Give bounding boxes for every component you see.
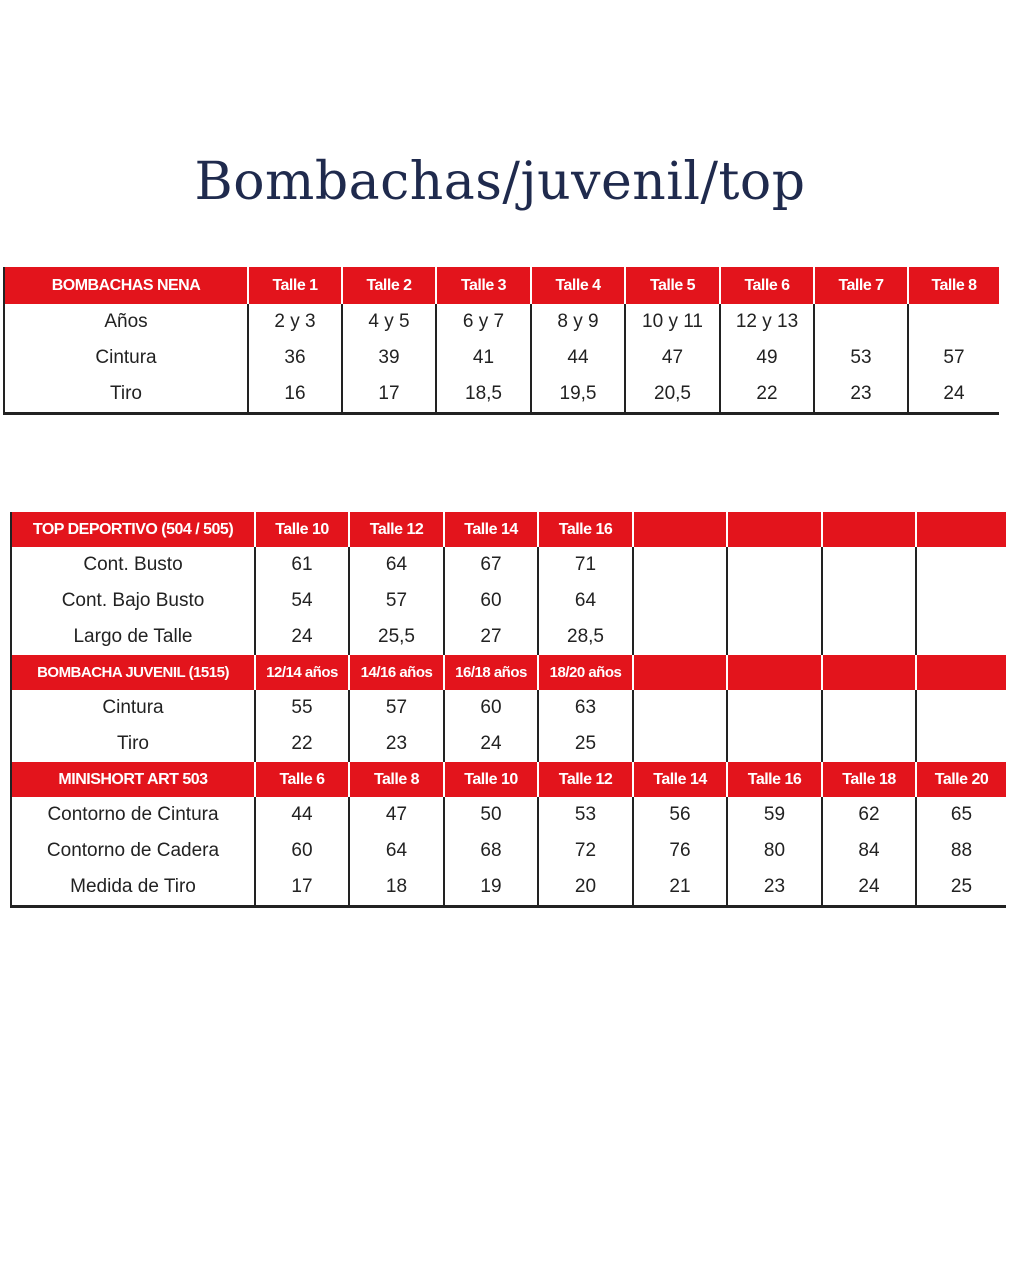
measure-label: Contorno de Cadera [46,840,220,861]
table-row [11,797,1006,833]
measure-value: 72 [538,833,633,869]
measure-value: 24 [822,869,916,907]
measure-value: 22 [255,726,349,762]
measure-value [822,619,916,655]
size-header: 14/16 años [349,655,444,690]
measure-value: 57 [349,690,444,726]
measure-label: Cont. Bajo Busto [61,590,205,611]
measure-value: 25,5 [349,619,444,655]
size-header: Talle 6 [720,267,814,304]
measure-value: 62 [822,797,916,833]
top-deportivo-header-row [11,512,1006,547]
measure-value [727,726,822,762]
measure-value: 20,5 [625,376,720,414]
measure-value: 84 [822,833,916,869]
measure-value: 16 [248,376,342,414]
measure-value: 18 [349,869,444,907]
measure-value [633,690,727,726]
bombachas-nena-table [3,267,999,415]
measure-value [916,547,1006,583]
measure-value: 47 [349,797,444,833]
measure-value: 64 [349,547,444,583]
table-row [4,304,999,340]
table-row [11,833,1006,869]
measure-value: 10 y 11 [625,304,720,340]
size-header: Talle 10 [255,512,349,547]
measure-value: 71 [538,547,633,583]
size-header: Talle 7 [814,267,908,304]
size-header: Talle 8 [349,762,444,797]
measure-value [633,583,727,619]
measure-value: 68 [444,833,538,869]
section-title: BOMBACHAS NENA [4,267,248,304]
measure-value: 4 y 5 [342,304,436,340]
measure-value: 65 [916,797,1006,833]
table-row [11,690,1006,726]
size-header [916,655,1006,690]
measure-value: 60 [444,690,538,726]
measure-value: 76 [633,833,727,869]
size-header: Talle 3 [436,267,531,304]
measure-value: 25 [538,726,633,762]
size-header: Talle 10 [444,762,538,797]
measure-value: 23 [814,376,908,414]
measure-label: Tiro [109,383,143,404]
measure-value: 19,5 [531,376,625,414]
section-title: MINISHORT ART 503 [11,762,255,797]
measure-value: 60 [444,583,538,619]
measure-value: 17 [255,869,349,907]
measure-value: 61 [255,547,349,583]
size-header [822,655,916,690]
measure-value [916,690,1006,726]
measure-value: 57 [908,340,999,376]
measure-value: 24 [444,726,538,762]
size-header: 12/14 años [255,655,349,690]
measure-value [727,619,822,655]
measure-value [916,583,1006,619]
measure-label: Años [104,311,148,332]
measure-value: 6 y 7 [436,304,531,340]
size-chart-table [10,512,1006,908]
measure-value: 44 [255,797,349,833]
table-row [11,726,1006,762]
measure-value: 60 [255,833,349,869]
measure-value: 63 [538,690,633,726]
measure-value [633,726,727,762]
measure-value: 80 [727,833,822,869]
size-header: Talle 12 [349,512,444,547]
measure-value [727,690,822,726]
measure-value: 23 [349,726,444,762]
measure-value: 41 [436,340,531,376]
measure-value [727,547,822,583]
measure-value [814,304,908,340]
measure-value: 12 y 13 [720,304,814,340]
table-row [4,340,999,376]
measure-value: 64 [349,833,444,869]
measure-label: Cintura [95,347,157,368]
measure-label: Medida de Tiro [70,876,196,897]
size-header: 18/20 años [538,655,633,690]
measure-value: 36 [248,340,342,376]
size-header: Talle 6 [255,762,349,797]
measure-value: 64 [538,583,633,619]
size-header [727,512,822,547]
measure-value: 19 [444,869,538,907]
measure-value: 88 [916,833,1006,869]
size-header [633,512,727,547]
section-title: TOP DEPORTIVO (504 / 505) [11,512,255,547]
measure-value [822,690,916,726]
size-header [633,655,727,690]
size-header: Talle 16 [538,512,633,547]
size-header [822,512,916,547]
measure-value: 55 [255,690,349,726]
bombacha-juvenil-header-row [11,655,1006,690]
measure-value [822,547,916,583]
table-row [11,869,1006,907]
measure-value: 56 [633,797,727,833]
size-header: Talle 16 [727,762,822,797]
measure-value: 2 y 3 [248,304,342,340]
measure-value: 17 [342,376,436,414]
measure-value [633,547,727,583]
table-row [11,619,1006,655]
measure-value: 47 [625,340,720,376]
measure-value: 44 [531,340,625,376]
size-header: Talle 4 [531,267,625,304]
table-row [11,583,1006,619]
measure-value: 50 [444,797,538,833]
size-header: Talle 5 [625,267,720,304]
measure-value: 49 [720,340,814,376]
page-title: Bombachas/juvenil/top [194,152,806,212]
measure-value: 59 [727,797,822,833]
measure-value: 22 [720,376,814,414]
measure-value: 24 [908,376,999,414]
measure-value: 67 [444,547,538,583]
size-header: Talle 14 [444,512,538,547]
measure-value: 53 [538,797,633,833]
size-header: Talle 12 [538,762,633,797]
measure-value: 21 [633,869,727,907]
size-header: Talle 2 [342,267,436,304]
measure-value: 39 [342,340,436,376]
measure-label: Tiro [116,733,150,754]
size-header: Talle 20 [916,762,1006,797]
bombachas-nena-header-row [4,267,999,304]
measure-value [727,583,822,619]
measure-value [916,726,1006,762]
measure-value: 54 [255,583,349,619]
measure-value: 8 y 9 [531,304,625,340]
size-header: Talle 18 [822,762,916,797]
measure-value [908,304,999,340]
measure-value [822,726,916,762]
table-row [4,376,999,414]
size-header: Talle 8 [908,267,999,304]
size-header: Talle 14 [633,762,727,797]
measure-value: 53 [814,340,908,376]
table-row [11,547,1006,583]
measure-value: 28,5 [538,619,633,655]
measure-value [633,619,727,655]
size-header: 16/18 años [444,655,538,690]
measure-value: 24 [255,619,349,655]
measure-label: Cintura [102,697,164,718]
measure-value [916,619,1006,655]
measure-value: 20 [538,869,633,907]
measure-label: Largo de Talle [73,626,193,647]
measure-value: 57 [349,583,444,619]
size-header [916,512,1006,547]
measure-value: 25 [916,869,1006,907]
section-title: BOMBACHA JUVENIL (1515) [11,655,255,690]
measure-label: Contorno de Cintura [47,804,219,825]
measure-value: 27 [444,619,538,655]
minishort-header-row [11,762,1006,797]
measure-value: 23 [727,869,822,907]
measure-value [822,583,916,619]
size-header: Talle 1 [248,267,342,304]
measure-value: 18,5 [436,376,531,414]
measure-label: Cont. Busto [83,554,183,575]
size-header [727,655,822,690]
